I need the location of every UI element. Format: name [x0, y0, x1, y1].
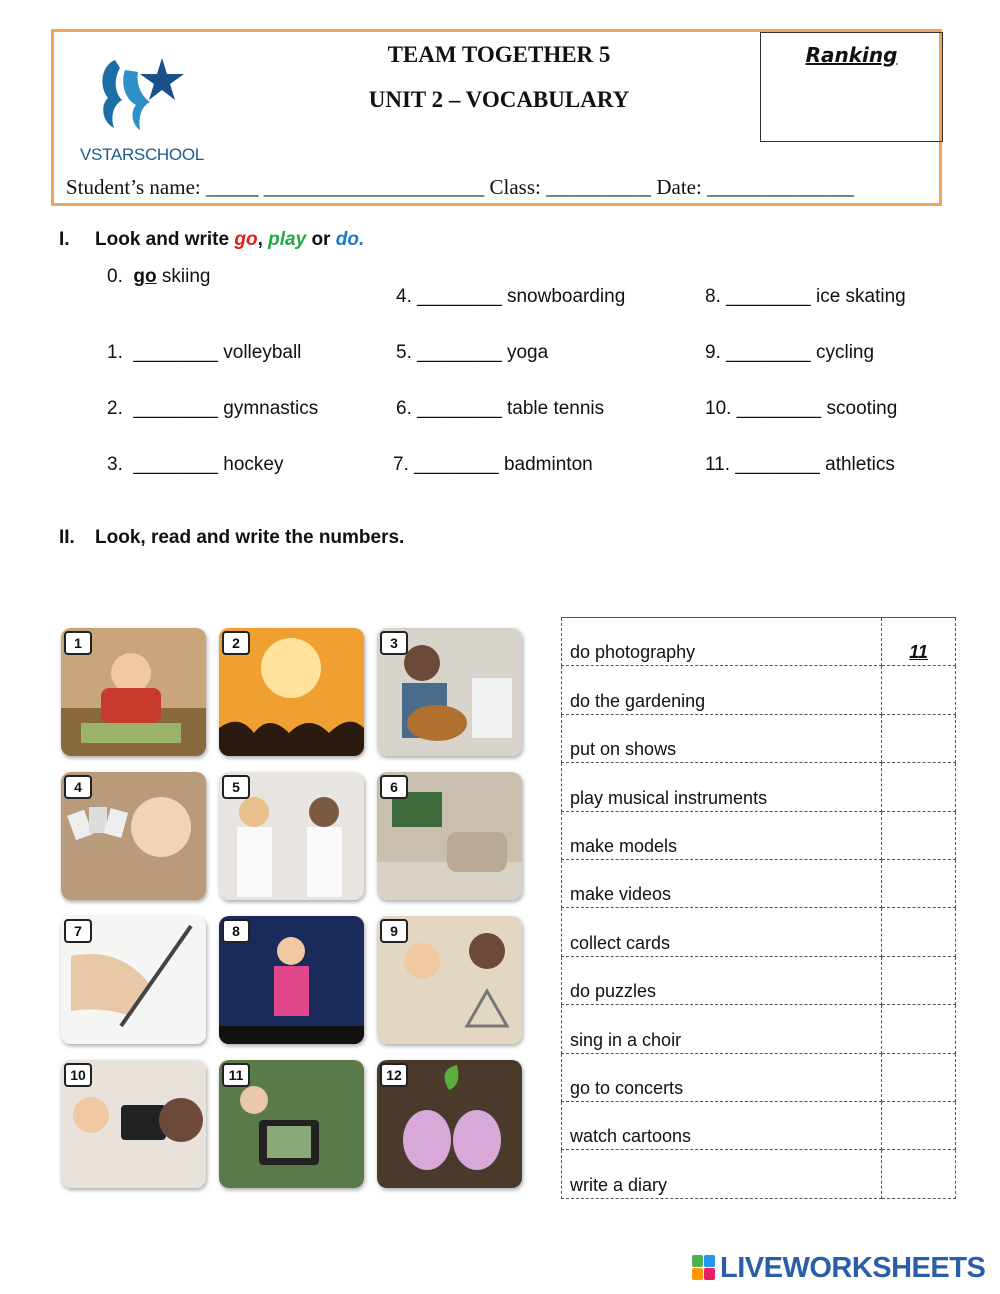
table-row: [562, 1150, 956, 1198]
table-row: [562, 1053, 956, 1101]
phrase-cell: collect cards: [562, 908, 882, 956]
answer-blank[interactable]: ________: [417, 398, 502, 419]
school-logo: [80, 50, 204, 164]
exercise-item[interactable]: [107, 398, 318, 420]
page-subtitle: UNIT 2 – VOCABULARY: [368, 87, 630, 112]
table-row: [562, 666, 956, 714]
phrase-cell: make models: [562, 811, 882, 859]
exercise-item[interactable]: [705, 286, 906, 308]
item-activity: table tennis: [506, 398, 605, 419]
word-go: go: [234, 229, 258, 250]
item-activity: hockey: [223, 454, 284, 475]
exercise-item[interactable]: [705, 398, 897, 420]
photo-number: 1: [64, 631, 92, 655]
item-number: 6.: [396, 398, 412, 419]
item-activity: ice skating: [815, 286, 906, 307]
answer-cell[interactable]: [882, 811, 956, 859]
answer-blank[interactable]: ________: [726, 342, 811, 363]
school-name: VSTARSCHOOL: [80, 145, 204, 164]
photo-gardening: [377, 1060, 522, 1188]
item-number: 1.: [107, 342, 123, 363]
exercise-item[interactable]: [393, 454, 593, 476]
photo-number: 4: [64, 775, 92, 799]
phrase-cell: write a diary: [562, 1150, 882, 1198]
example-item: [107, 266, 211, 288]
exercise-item[interactable]: [705, 342, 874, 364]
liveworksheets-logo: [692, 1252, 985, 1284]
phrase-cell: put on shows: [562, 714, 882, 762]
answer-blank[interactable]: ________: [736, 398, 822, 419]
word-do: do: [335, 229, 359, 250]
answer-cell[interactable]: [882, 1005, 956, 1053]
photo-guitar: [377, 628, 522, 756]
answer-blank[interactable]: ________: [417, 286, 502, 307]
page-title: TEAM TOGETHER 5: [387, 42, 611, 67]
table-row: [562, 763, 956, 811]
photo-number: 3: [380, 631, 408, 655]
word-play: play: [268, 229, 307, 250]
table-row: [562, 811, 956, 859]
answer-cell[interactable]: [882, 666, 956, 714]
item-activity: volleyball: [223, 342, 302, 363]
section1-heading: [59, 229, 364, 251]
answer-cell[interactable]: [882, 714, 956, 762]
table-row: [562, 618, 956, 666]
example-answer: go: [133, 266, 157, 287]
answer-cell[interactable]: [882, 1101, 956, 1149]
photo-diary: [61, 916, 206, 1044]
ranking-box[interactable]: Ranking: [760, 32, 943, 142]
matching-table: [561, 617, 956, 1199]
table-row: [562, 1005, 956, 1053]
item-number: 11.: [705, 454, 731, 475]
answer-blank[interactable]: ________: [726, 286, 811, 307]
phrase-cell: make videos: [562, 859, 882, 907]
section2-number: II.: [59, 527, 75, 548]
phrase-cell: do puzzles: [562, 956, 882, 1004]
photo-number: 6: [380, 775, 408, 799]
photo-models: [377, 916, 522, 1044]
answer-cell[interactable]: [882, 1150, 956, 1198]
phrase-cell: do the gardening: [562, 666, 882, 714]
exercise-item[interactable]: [396, 398, 604, 420]
answer-cell[interactable]: 11: [882, 618, 956, 666]
photo-photography: [219, 1060, 364, 1188]
photo-number: 2: [222, 631, 250, 655]
item-activity: gymnastics: [223, 398, 319, 419]
photo-show: [219, 916, 364, 1044]
table-row: [562, 714, 956, 762]
item-activity: scooting: [826, 398, 898, 419]
photo-number: 11: [222, 1063, 250, 1087]
exercise-item[interactable]: [107, 454, 283, 476]
item-activity: badminton: [503, 454, 593, 475]
student-info-line[interactable]: Student’s name: _____ _____________________ Class: __________ Date: ______________: [66, 175, 855, 199]
answer-blank[interactable]: ________: [133, 342, 218, 363]
answer-blank[interactable]: ________: [417, 342, 502, 363]
exercise-item[interactable]: [396, 342, 548, 364]
photo-number: 12: [380, 1063, 408, 1087]
photo-choir: [219, 772, 364, 900]
phrase-cell: sing in a choir: [562, 1005, 882, 1053]
table-row: [562, 1101, 956, 1149]
photo-concert: [219, 628, 364, 756]
photo-number: 8: [222, 919, 250, 943]
answer-cell[interactable]: [882, 859, 956, 907]
example-number: 0.: [107, 266, 123, 287]
cubes-icon: [692, 1255, 716, 1281]
photo-videos: [61, 1060, 206, 1188]
comma: ,: [257, 229, 269, 250]
table-row: [562, 908, 956, 956]
school-logo-icon: [80, 50, 198, 145]
section1-number: I.: [59, 229, 70, 250]
section2-heading: [59, 527, 404, 549]
table-row: [562, 956, 956, 1004]
period: .: [358, 229, 365, 250]
item-activity: yoga: [506, 342, 549, 363]
photo-number: 7: [64, 919, 92, 943]
item-number: 5.: [396, 342, 412, 363]
photo-number: 10: [64, 1063, 92, 1087]
exercise-item[interactable]: [396, 286, 625, 308]
phrase-cell: watch cartoons: [562, 1101, 882, 1149]
photo-puzzle: [61, 628, 206, 756]
item-activity: athletics: [825, 454, 895, 475]
item-number: 10.: [705, 398, 732, 419]
answer-blank[interactable]: ________: [133, 398, 218, 419]
phrase-cell: play musical instruments: [562, 763, 882, 811]
photo-cards: [61, 772, 206, 900]
worksheet-header: [51, 29, 942, 206]
answer-cell[interactable]: [882, 763, 956, 811]
answer-blank[interactable]: ________: [133, 454, 218, 475]
item-number: 8.: [705, 286, 721, 307]
photo-number: 5: [222, 775, 250, 799]
phrase-cell: go to concerts: [562, 1053, 882, 1101]
answer-cell[interactable]: [882, 956, 956, 1004]
exercise-item[interactable]: [107, 342, 301, 364]
brand-name: LIVEWORKSHEETS: [720, 1251, 986, 1284]
item-number: 7.: [393, 454, 409, 475]
answer-blank[interactable]: ________: [414, 454, 499, 475]
photo-number: 9: [380, 919, 408, 943]
section2-instruction: Look, read and write the numbers.: [95, 527, 405, 548]
table-row: [562, 859, 956, 907]
item-number: 4.: [396, 286, 412, 307]
item-number: 2.: [107, 398, 123, 419]
answer-cell[interactable]: [882, 908, 956, 956]
item-number: 3.: [107, 454, 123, 475]
item-activity: cycling: [815, 342, 875, 363]
item-number: 9.: [705, 342, 721, 363]
answer-blank[interactable]: ________: [735, 454, 820, 475]
photo-cartoons: [377, 772, 522, 900]
example-activity: skiing: [161, 266, 211, 287]
exercise-item[interactable]: [705, 454, 895, 476]
answer-cell[interactable]: [882, 1053, 956, 1101]
item-activity: snowboarding: [506, 286, 626, 307]
phrase-cell: do photography: [562, 618, 882, 666]
section1-instruction: Look and write: [95, 229, 235, 250]
word-or: or: [306, 229, 336, 250]
